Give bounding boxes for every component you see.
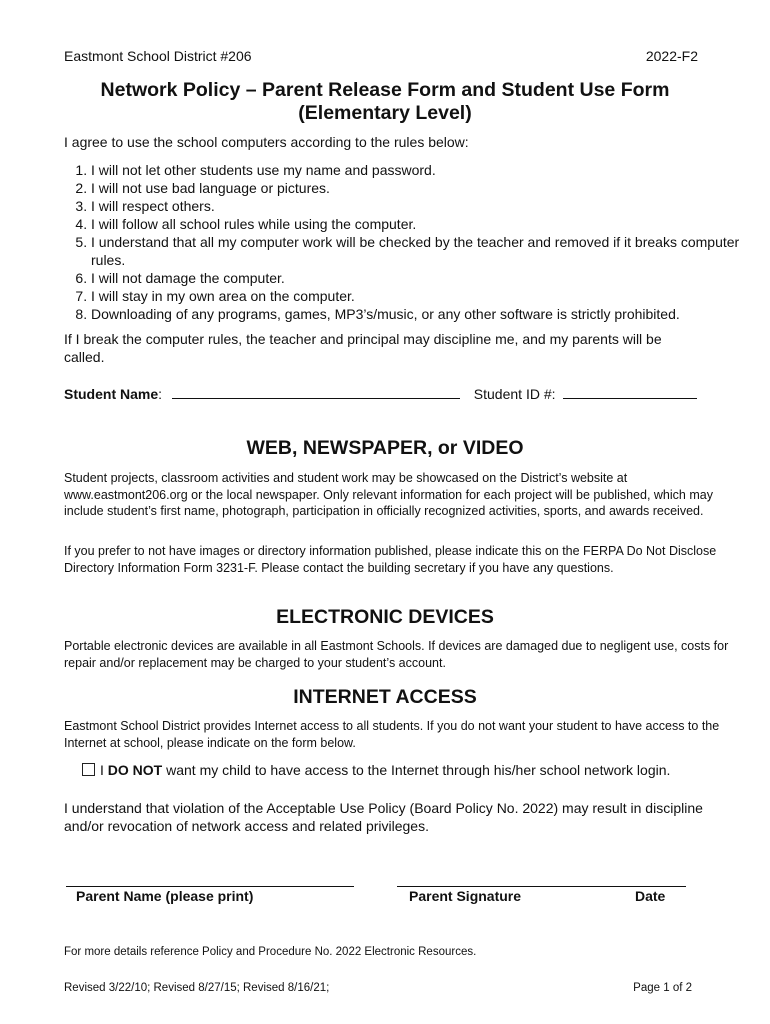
internet-paragraph: Eastmont School District provides Internet access to all students. If you do not want your student to have access to the Internet at school, please indicate on the form below. bbox=[64, 719, 720, 750]
form-title bbox=[0, 79, 770, 125]
revision-history: Revised 3/22/10; Revised 8/27/15; Revised 8/16/21; bbox=[64, 982, 330, 994]
parent-signature-label: Parent Signature bbox=[409, 888, 522, 904]
page-number: Page 1 of 2 bbox=[633, 982, 692, 994]
list-item: 7. I will stay in my own area on the computer. bbox=[91, 287, 754, 305]
opt-out-prefix: I bbox=[100, 762, 108, 778]
aup-note: I understand that violation of the Acceptable Use Policy (Board Policy No. 2022) may result in discipline and/or revocation of network access and related privileges. bbox=[64, 800, 703, 834]
student-id-field[interactable] bbox=[563, 384, 697, 399]
student-name-field[interactable] bbox=[172, 384, 460, 399]
opt-out-checkbox[interactable] bbox=[82, 763, 95, 776]
list-item: 6. I will not damage the computer. bbox=[91, 269, 754, 287]
form-code: 2022-F2 bbox=[645, 48, 698, 64]
date-label: Date bbox=[635, 888, 666, 904]
discipline-note: If I break the computer rules, the teacher and principal may discipline me, and my parents will be called. bbox=[64, 331, 662, 365]
opt-out-text: want my child to have access to the Internet through his/her school network login. bbox=[162, 762, 671, 778]
student-name-label: Student Name bbox=[64, 386, 159, 402]
list-item: 5. I understand that all my computer work will be checked by the teacher and removed if it breaks computer rules. bbox=[91, 233, 754, 269]
devices-heading: ELECTRONIC DEVICES bbox=[276, 606, 494, 628]
devices-paragraph: Portable electronic devices are available in all Eastmont Schools. If devices are damaged due to negligent use, costs for repair and/or replacement may be charged to your student’s account. bbox=[64, 639, 729, 670]
rules-list bbox=[64, 161, 754, 323]
web-heading: WEB, NEWSPAPER, or VIDEO bbox=[246, 437, 524, 459]
internet-opt-out bbox=[82, 762, 670, 778]
student-fields bbox=[64, 384, 697, 402]
parent-name-label: Parent Name (please print) bbox=[76, 888, 254, 904]
policy-reference: For more details reference Policy and Procedure No. 2022 Electronic Resources. bbox=[64, 946, 477, 958]
opt-out-emphasis: DO NOT bbox=[107, 762, 163, 778]
list-item: 3. I will respect others. bbox=[91, 197, 754, 215]
form-title-line2: (Elementary Level) bbox=[298, 102, 472, 124]
internet-heading: INTERNET ACCESS bbox=[293, 686, 477, 708]
web-paragraph-1: Student projects, classroom activities and student work may be showcased on the District’s website at www.eastmont206.org or the local newspaper. Only relevant information for each project will be published, which may include student’s first name, photograph, participation in officially recognized activities, sports, and awards received. bbox=[64, 471, 713, 518]
list-item: 4. I will follow all school rules while using the computer. bbox=[91, 215, 754, 233]
student-name-colon: : bbox=[158, 386, 163, 402]
list-item: 1. I will not let other students use my name and password. bbox=[91, 161, 754, 179]
list-item: 8. Downloading of any programs, games, MP3’s/music, or any other software is strictly prohibited. bbox=[91, 305, 754, 323]
list-item: 2. I will not use bad language or pictures. bbox=[91, 179, 754, 197]
web-paragraph-2: If you prefer to not have images or directory information published, please indicate this on the FERPA Do Not Disclose Directory Information Form 3231-F. Please contact the building secretary if you have any questions. bbox=[64, 544, 717, 575]
rules-intro: I agree to use the school computers according to the rules below: bbox=[64, 134, 469, 150]
form-title-line1: Network Policy – Parent Release Form and Student Use Form bbox=[100, 79, 670, 101]
parent-signature-field[interactable] bbox=[397, 886, 686, 887]
district-name: Eastmont School District #206 bbox=[64, 48, 252, 64]
parent-name-field[interactable] bbox=[66, 886, 354, 887]
student-id-label: Student ID #: bbox=[473, 386, 556, 402]
